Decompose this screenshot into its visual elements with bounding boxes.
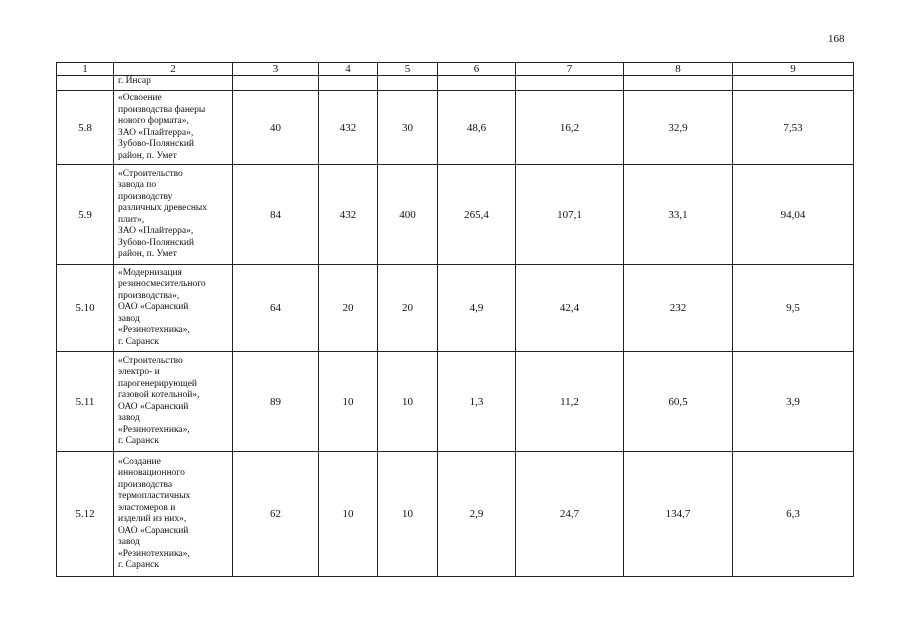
cell-col-8: 60,5 — [624, 352, 733, 452]
cell-col-3: 84 — [233, 165, 319, 265]
cell-col-9: 7,53 — [733, 91, 854, 165]
cell-col-6: 1,3 — [438, 352, 516, 452]
cell-col-9: 6,3 — [733, 452, 854, 577]
cell-col-6: 4,9 — [438, 265, 516, 352]
column-header-8: 8 — [624, 63, 733, 76]
cell-col-5: 10 — [378, 452, 438, 577]
cell-col-4: 432 — [319, 165, 378, 265]
table-row — [57, 452, 854, 577]
cell-col-5: 20 — [378, 265, 438, 352]
cell-col-4: 20 — [319, 265, 378, 352]
cell-col-8: 134,7 — [624, 452, 733, 577]
cell-col-6: 2,9 — [438, 452, 516, 577]
cell-col-5: 400 — [378, 165, 438, 265]
column-header-6: 6 — [438, 63, 516, 76]
cell-col-7: 107,1 — [516, 165, 624, 265]
continuation-cell-empty — [516, 76, 624, 91]
row-number: 5.9 — [57, 165, 114, 265]
continuation-cell-empty — [438, 76, 516, 91]
column-header-1: 1 — [57, 63, 114, 76]
continuation-cell-empty — [233, 76, 319, 91]
row-number: 5.11 — [57, 352, 114, 452]
cell-col-7: 42,4 — [516, 265, 624, 352]
project-name: «Строительство электро- и парогенерирующей газовой котельной», ОАО «Саранский завод «Резинотехника», г. Саранск — [114, 352, 233, 452]
row-number: 5.10 — [57, 265, 114, 352]
row-number: 5.12 — [57, 452, 114, 577]
cell-col-3: 64 — [233, 265, 319, 352]
column-header-9: 9 — [733, 63, 854, 76]
row-number: 5.8 — [57, 91, 114, 165]
column-header-3: 3 — [233, 63, 319, 76]
cell-col-3: 40 — [233, 91, 319, 165]
cell-col-4: 10 — [319, 352, 378, 452]
table-row — [57, 265, 854, 352]
cell-col-4: 10 — [319, 452, 378, 577]
continuation-cell-empty — [378, 76, 438, 91]
continuation-cell-empty — [733, 76, 854, 91]
page-number: 168 — [828, 33, 845, 45]
cell-col-8: 232 — [624, 265, 733, 352]
cell-col-7: 16,2 — [516, 91, 624, 165]
column-header-4: 4 — [319, 63, 378, 76]
header-row — [57, 63, 854, 76]
project-name: «Освоение производства фанеры нового формата», ЗАО «Плайтерра», Зубово-Полянский район, п. Умет — [114, 91, 233, 165]
cell-col-5: 10 — [378, 352, 438, 452]
column-header-5: 5 — [378, 63, 438, 76]
project-name: «Создание инновационного производства термопластичных эластомеров и изделий из них», ОАО «Саранский завод «Резинотехника», г. Саранск — [114, 452, 233, 577]
cell-col-4: 432 — [319, 91, 378, 165]
project-name: «Строительство завода по производству различных древесных плит», ЗАО «Плайтерра», Зубово-Полянский район, п. Умет — [114, 165, 233, 265]
continuation-text: г. Инсар — [114, 76, 233, 91]
cell-col-3: 62 — [233, 452, 319, 577]
cell-col-9: 3,9 — [733, 352, 854, 452]
cell-col-5: 30 — [378, 91, 438, 165]
data-table — [56, 62, 854, 577]
cell-col-6: 265,4 — [438, 165, 516, 265]
cell-col-8: 32,9 — [624, 91, 733, 165]
project-name: «Модернизация резиносмесительного производства», ОАО «Саранский завод «Резинотехника», г. Саранск — [114, 265, 233, 352]
column-header-7: 7 — [516, 63, 624, 76]
cell-col-3: 89 — [233, 352, 319, 452]
cell-col-7: 11,2 — [516, 352, 624, 452]
column-header-2: 2 — [114, 63, 233, 76]
table-row — [57, 352, 854, 452]
continuation-cell-empty — [624, 76, 733, 91]
cell-col-9: 9,5 — [733, 265, 854, 352]
cell-col-9: 94,04 — [733, 165, 854, 265]
continuation-row — [57, 76, 854, 91]
cell-col-7: 24,7 — [516, 452, 624, 577]
table-row — [57, 91, 854, 165]
table-row — [57, 165, 854, 265]
continuation-cell-empty — [57, 76, 114, 91]
cell-col-8: 33,1 — [624, 165, 733, 265]
cell-col-6: 48,6 — [438, 91, 516, 165]
continuation-cell-empty — [319, 76, 378, 91]
